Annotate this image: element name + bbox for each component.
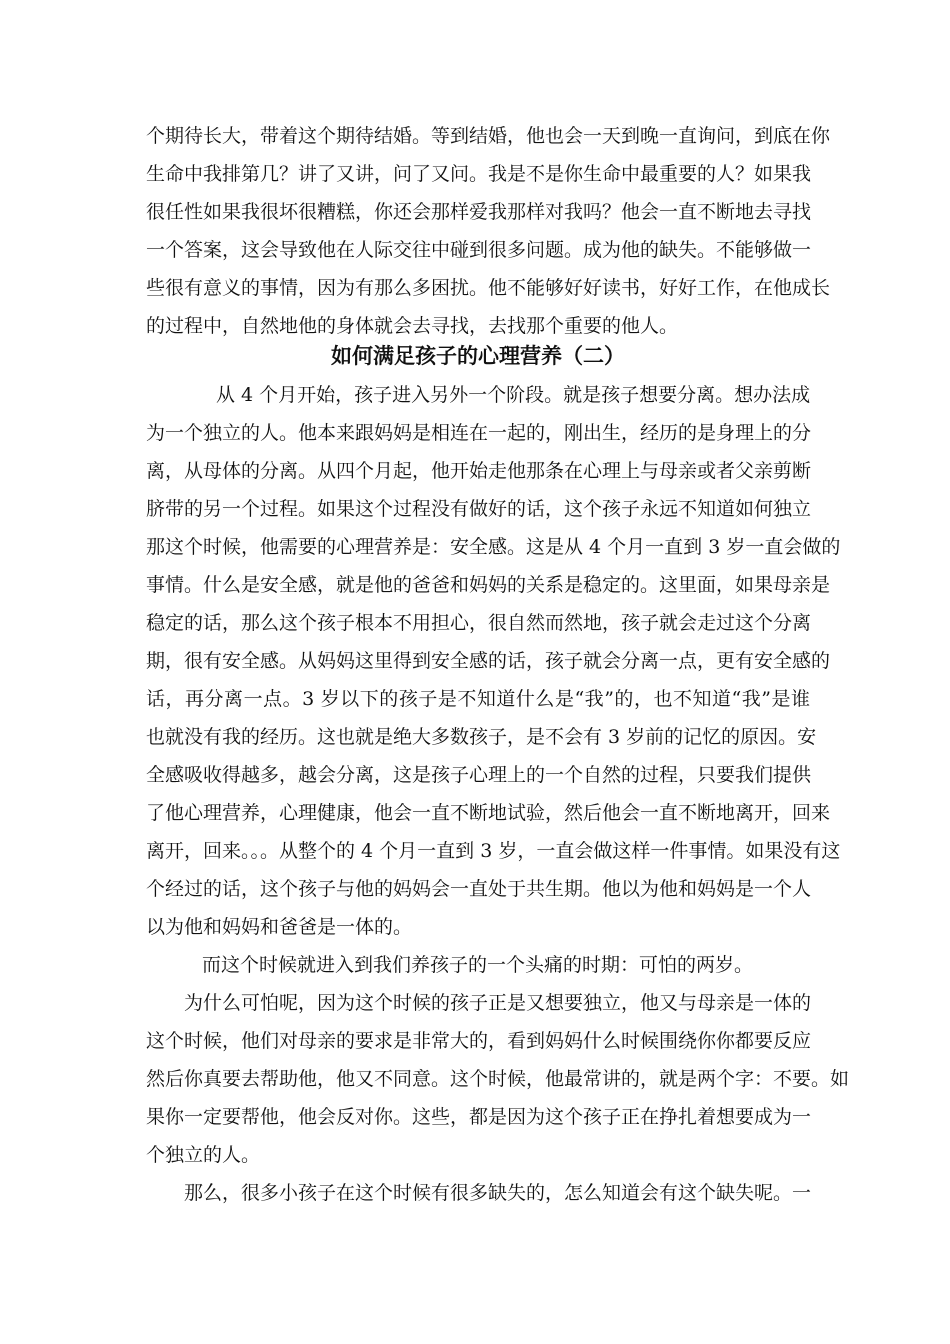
paragraph-line: 全感吸收得越多，越会分离，这是孩子心理上的一个自然的过程，只要我们提供 — [146, 764, 812, 786]
paragraph-line: 那么，很多小孩子在这个时候有很多缺失的，怎么知道会有这个缺失呢。一 — [184, 1182, 812, 1204]
intro-line: 生命中我排第几？讲了又讲，问了又问。我是不是你生命中最重要的人？如果我 — [146, 163, 812, 185]
paragraph-line: 离开，回来。。。从整个的 4 个月一直到 3 岁，一直会做这样一件事情。如果没有这 — [146, 840, 841, 862]
paragraph-line: 为什么可怕呢，因为这个时候的孩子正是又想要独立，他又与母亲是一体的 — [184, 992, 812, 1014]
paragraph-line: 话，再分离一点。3 岁以下的孩子是不知道什么是“我”的，也不知道“我”是谁 — [146, 688, 810, 710]
paragraph-line: 为一个独立的人。他本来跟妈妈是相连在一起的，刚出生，经历的是身理上的分 — [146, 422, 812, 444]
intro-line: 些很有意义的事情，因为有那么多困扰。他不能够好好读书，好好工作，在他成长 — [146, 277, 831, 299]
intro-line: 的过程中，自然地他的身体就会去寻找，去找那个重要的他人。 — [146, 315, 679, 337]
paragraph-line: 而这个时候就进入到我们养孩子的一个头痛的时期：可怕的两岁。 — [202, 954, 754, 976]
paragraph-line: 然后你真要去帮助他，他又不同意。这个时候，他最常讲的，就是两个字：不要。如 — [146, 1068, 850, 1090]
paragraph-line: 也就没有我的经历。这也就是绝大多数孩子，是不会有 3 岁前的记忆的原因。安 — [146, 726, 817, 748]
paragraph-line: 脐带的另一个过程。如果这个过程没有做好的话，这个孩子永远不知道如何独立 — [146, 498, 812, 520]
paragraph-line: 离，从母体的分离。从四个月起，他开始走他那条在心理上与母亲或者父亲剪断 — [146, 460, 812, 482]
paragraph-line: 事情。什么是安全感，就是他的爸爸和妈妈的关系是稳定的。这里面，如果母亲是 — [146, 574, 831, 596]
paragraph-line: 那这个时候，他需要的心理营养是：安全感。这是从 4 个月一直到 3 岁一直会做的 — [146, 536, 841, 558]
paragraph-line: 个经过的话，这个孩子与他的妈妈会一直处于共生期。他以为他和妈妈是一个人 — [146, 878, 812, 900]
paragraph-line: 个独立的人。 — [146, 1144, 261, 1166]
paragraph-line: 果你一定要帮他，他会反对你。这些，都是因为这个孩子正在挣扎着想要成为一 — [146, 1106, 812, 1128]
section-title: 如何满足孩子的心理营养（二） — [331, 344, 625, 368]
intro-line: 一个答案，这会导致他在人际交往中碰到很多问题。成为他的缺失。不能够做一 — [146, 239, 812, 261]
intro-line: 个期待长大，带着这个期待结婚。等到结婚，他也会一天到晚一直询问，到底在你 — [146, 125, 831, 147]
paragraph-line: 稳定的话，那么这个孩子根本不用担心，很自然而然地，孩子就会走过这个分离 — [146, 612, 812, 634]
paragraph-line: 期，很有安全感。从妈妈这里得到安全感的话，孩子就会分离一点，更有安全感的 — [146, 650, 831, 672]
paragraph-line: 从 4 个月开始，孩子进入另外一个阶段。就是孩子想要分离。想办法成 — [216, 384, 811, 406]
paragraph-line: 这个时候，他们对母亲的要求是非常大的，看到妈妈什么时候围绕你你都要反应 — [146, 1030, 812, 1052]
paragraph-line: 以为他和妈妈和爸爸是一体的。 — [146, 916, 413, 938]
intro-line: 很任性如果我很坏很糟糕，你还会那样爱我那样对我吗？他会一直不断地去寻找 — [146, 201, 812, 223]
paragraph-line: 了他心理营养，心理健康，他会一直不断地试验，然后他会一直不断地离开，回来 — [146, 802, 831, 824]
